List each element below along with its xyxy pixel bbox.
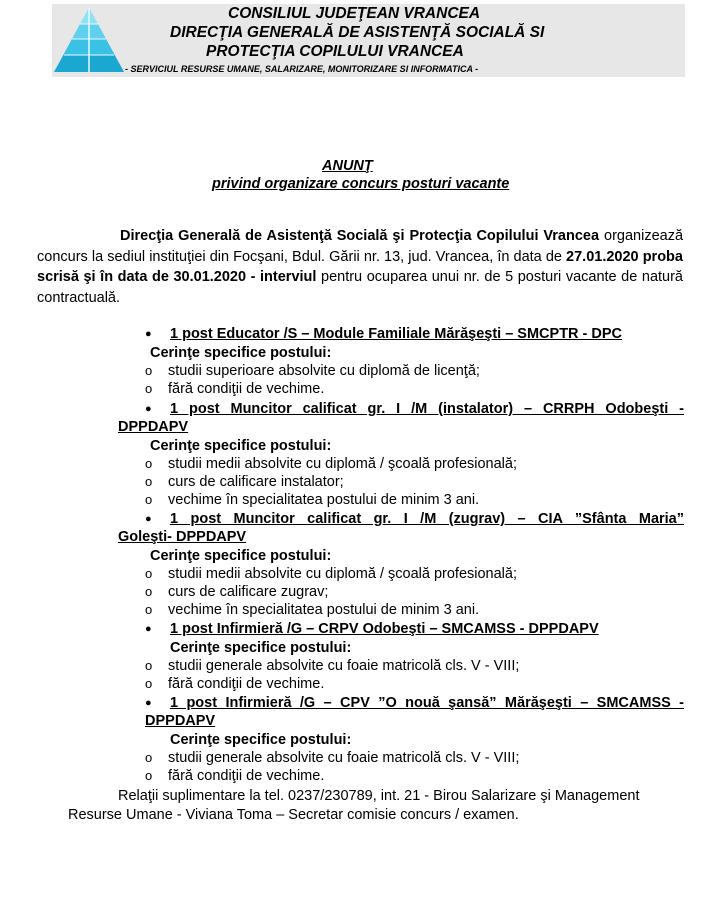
pyramid-logo-icon [52, 6, 126, 74]
contact-line-1: Relaţii suplimentare la tel. 0237/230789, int. 21 - Birou Salarizare şi Management [118, 788, 640, 804]
position-3-req-heading: Cerinţe specifice postului: [150, 548, 332, 564]
circle-bullet-icon: o [145, 658, 153, 673]
bullet-icon: ● [145, 513, 152, 525]
position-1-req-heading: Cerinţe specifice postului: [150, 345, 332, 361]
position-4-title: 1 post Infirmieră /G – CRPV Odobeşti – SMCAMSS - DPPDAPV [170, 621, 599, 637]
position-3-req-2: curs de calificare zugrav; [168, 584, 329, 600]
circle-bullet-icon: o [145, 584, 153, 599]
position-2-title: 1 post Muncitor calificat gr. I /M (instalator) – CRRPH Odobeşti - [170, 401, 684, 417]
bullet-icon: ● [145, 328, 152, 340]
circle-bullet-icon: o [145, 676, 153, 691]
position-1-req-2: fără condiţii de vechime. [168, 381, 325, 397]
intro-paragraph [37, 226, 683, 308]
position-5-req-2: fără condiţii de vechime. [168, 768, 325, 784]
circle-bullet-icon: o [145, 566, 153, 581]
position-3-req-1: studii medii absolvite cu diplomă / şcoală profesională; [168, 566, 517, 582]
intro-text-2: pentru ocuparea unui nr. de 5 posturi vacante de natură contractuală. [37, 269, 683, 306]
circle-bullet-icon: o [145, 602, 153, 617]
circle-bullet-icon: o [145, 456, 153, 471]
position-3-title-cont: Goleşti- DPPDAPV [118, 529, 247, 545]
circle-bullet-icon: o [145, 381, 153, 396]
circle-bullet-icon: o [145, 474, 153, 489]
bullet-icon: ● [145, 623, 152, 635]
contact-line-2: Resurse Umane - Viviana Toma – Secretar comisie concurs / examen. [68, 807, 519, 823]
position-3-req-3: vechime în specialitatea postului de minim 3 ani. [168, 602, 480, 618]
announcement-title: ANUNŢ [322, 158, 373, 174]
letterhead [52, 4, 685, 77]
position-3-title: 1 post Muncitor calificat gr. I /M (zugrav) – CIA ”Sfânta Maria” [170, 511, 684, 527]
bullet-icon: ● [145, 697, 152, 709]
position-4-req-heading: Cerinţe specifice postului: [170, 640, 352, 656]
header-protection: PROTECŢIA COPILULUI VRANCEA [206, 43, 464, 60]
position-4-req-1: studii generale absolvite cu foaie matricolă cls. V - VIII; [168, 658, 520, 674]
circle-bullet-icon: o [145, 363, 153, 378]
position-4-req-2: fără condiţii de vechime. [168, 676, 325, 692]
position-5-req-1: studii generale absolvite cu foaie matricolă cls. V - VIII; [168, 750, 520, 766]
institution-name: Direcţia Generală de Asistenţă Socială şi Protecţia Copilului Vrancea [120, 228, 600, 244]
circle-bullet-icon: o [145, 768, 153, 783]
position-1-req-1: studii superioare absolvite cu diplomă de licenţă; [168, 363, 480, 379]
position-5-title: 1 post Infirmieră /G – CPV ”O nouă şansă” Mărăşeşti – SMCAMSS - [170, 695, 684, 711]
position-5-req-heading: Cerinţe specifice postului: [170, 732, 352, 748]
position-2-req-heading: Cerinţe specifice postului: [150, 438, 332, 454]
position-2-req-1: studii medii absolvite cu diplomă / şcoală profesională; [168, 456, 517, 472]
position-2-title-cont: DPPDAPV [118, 419, 189, 435]
announcement-subtitle: privind organizare concurs posturi vacante [212, 176, 510, 192]
circle-bullet-icon: o [145, 492, 153, 507]
circle-bullet-icon: o [145, 750, 153, 765]
position-2-req-2: curs de calificare instalator; [168, 474, 344, 490]
bullet-icon: ● [145, 403, 152, 415]
position-2-req-3: vechime în specialitatea postului de minim 3 ani. [168, 492, 480, 508]
position-1-title: 1 post Educator /S – Module Familiale Mărăşeşti – SMCPTR - DPC [170, 326, 623, 342]
exam-dates: 27.01.2020 proba scrisă şi în data de 30.01.2020 - interviul [37, 248, 683, 285]
header-council: CONSILIUL JUDEŢEAN VRANCEA [228, 5, 481, 22]
position-5-title-cont: DPPDAPV [145, 713, 216, 729]
header-service: - SERVICIUL RESURSE UMANE, SALARIZARE, MONITORIZARE SI INFORMATICA - [125, 64, 479, 74]
intro-text-1: organizează concurs la sediul instituţiei din Focşani, Bdul. Gării nr. 13, jud. Vrancea, în data de [37, 228, 684, 265]
header-directorate: DIRECŢIA GENERALĂ DE ASISTENŢĂ SOCIALĂ SI [170, 24, 545, 41]
